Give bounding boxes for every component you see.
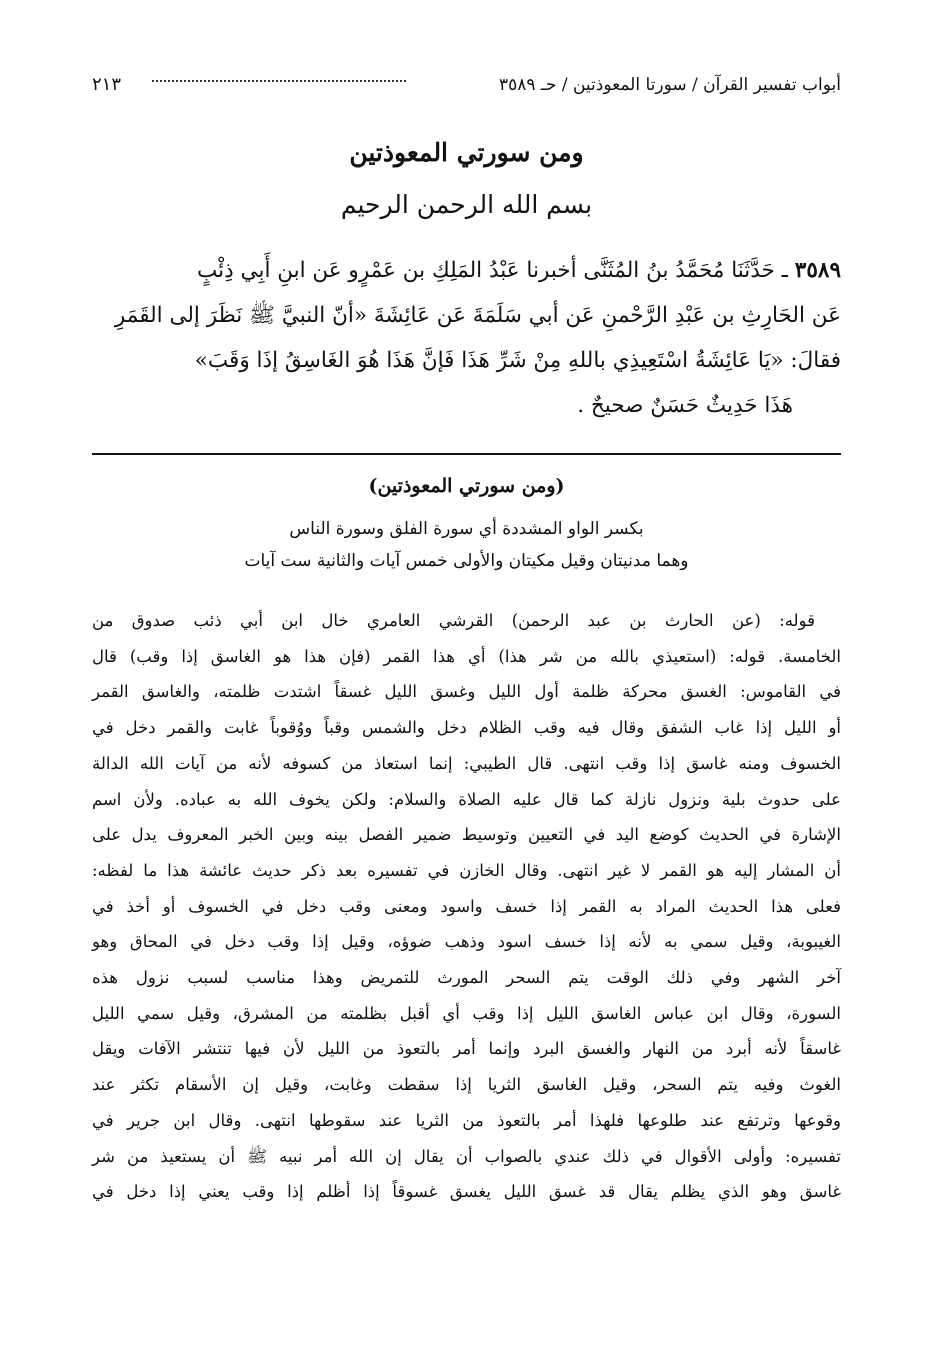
commentary-body	[92, 603, 841, 1210]
commentary-title: (ومن سورتي المعوذتين)	[368, 475, 565, 497]
chapter-title: ومن سورتي المعوذتين	[349, 138, 584, 167]
commentary-line: في القاموس: الغسق محركة ظلمة أول الليل وغسق الليل غسقاً اشتدت ظلمته، والغاسق القمر	[92, 682, 841, 702]
commentary-line: غاسق وهو الذي يظلم يقال قد غسق الليل يغسق غسوقاً إذا أظلم إذا وقب يعني إذا دخل في	[92, 1182, 841, 1202]
hadith-line	[92, 248, 841, 293]
leader-dots	[152, 80, 406, 82]
hadith-line-text: ـ حَدَّثَنَا مُحَمَّدُ بنُ المُثَنَّى أخبرنا عَبْدُ المَلِكِ بن عَمْرٍو عَن ابنِ أَبِي ذِئْبٍ	[197, 258, 788, 283]
page-header	[92, 70, 841, 100]
commentary-line: الخامسة. قوله: (استعيذي بالله من شر هذا) أي هذا القمر (فإن هذا هو الغاسق إذا وقب) قال	[92, 646, 841, 666]
hadith-number: ٣٥٨٩	[794, 258, 841, 283]
page-number: ٢١٣	[92, 74, 122, 95]
hadith-line: فقالَ: «يَا عَائِشَةُ اسْتَعِيذِي باللهِ مِنْ شَرِّ هَذَا فَإنَّ هَذَا هُوَ الغَاسِقُ إذَا وَقَبَ»	[194, 348, 841, 373]
section-divider	[92, 453, 841, 455]
commentary-line: الإشارة في الحديث كوضع اليد في التعيين وتوسيط ضمير الفصل بينه وبين الخبر المعروف يدل على	[92, 825, 841, 845]
commentary-line: الغوث وفيه يتم السحر، وقيل الغاسق الثريا إذا سقطت وغابت، وقيل إن الأسقام تكثر عند	[92, 1075, 841, 1095]
commentary-line: قوله: (عن الحارث بن عبد الرحمن) القرشي العامري خال ابن أبي ذئب صدوق من	[92, 611, 815, 630]
hadith-text	[92, 248, 841, 428]
hadith-line: عَن الحَارِثِ بن عَبْدِ الرَّحْمنِ عَن أبي سَلَمَةَ عَن عَائِشَةَ «أنّ النبيَّ ﷺ نَظَرَ إلى القَمَرِ	[114, 303, 841, 328]
commentary-line: أو الليل إذا غاب الشفق وقال فيه وقب الظلام دخل والشمس وقباً ووُقوباً غابت والقمر دخل في	[92, 718, 841, 738]
commentary-line: آخر الشهر وفي ذلك الوقت يتم السحر المورث للتمريض وهذا مناسب لسبب نزول هذه	[92, 968, 841, 988]
intro-line: بكسر الواو المشددة أي سورة الفلق وسورة الناس	[289, 519, 644, 539]
commentary-line: على حدوث بلية ونزول نازلة كما قال عليه الصلاة والسلام: ولكن يخوف الله به عباده. ولأن اسم	[92, 789, 841, 809]
commentary-line: أن المشار إليه هو القمر لا غير انتهى. وقال الخازن في تفسيره بعد ذكر حديث عائشة هذا ما لفظه:	[92, 860, 841, 880]
commentary-line: السورة، وقال ابن عباس الغاسق الليل إذا وقب أي أقبل بظلمته من المشرق، وقيل سمي الليل	[92, 1003, 841, 1023]
commentary-line: الغيبوبة، وقيل سمي به لأنه إذا خسف اسود وذهب ضوؤه، وقيل إذا وقب دخل في المحاق وهو	[92, 932, 841, 952]
commentary-intro	[92, 513, 841, 577]
intro-line: وهما مدنيتان وقيل مكيتان والأولى خمس آيات والثانية ست آيات	[244, 551, 689, 571]
commentary-line: غاسقاً لأنه أبرد من النهار والغسق البرد وإنما أمر بالتعوذ من الليل لأن فيها تنتشر الآفات ويقل	[92, 1039, 841, 1059]
commentary-line: تفسيره: وأولى الأقوال في ذلك عندي بالصواب أن يقال إن الله أمر نبيه ﷺ أن يستعيذ من شر	[92, 1146, 841, 1166]
commentary-line: الخسوف ومنه غاسق إذا وقب انتهى. قال الطيبي: إنما استعاذ من كسوفه لأنه من آيات الله الدالة	[92, 753, 841, 773]
hadith-grading: هَذَا حَدِيثٌ حَسَنٌ صحيحٌ .	[577, 393, 793, 418]
commentary-line: فعلى هذا الحديث المراد به القمر إذا خسف واسود ومعنى وقب دخل في الخسوف أو أخذ في	[92, 896, 841, 916]
basmala: بسم الله الرحمن الرحيم	[340, 190, 593, 219]
commentary-line: وقوعها وترتفع عند طلوعها فلهذا أمر بالتعوذ من الثريا عند سقوطها انتهى. وقال ابن جرير في	[92, 1110, 841, 1130]
running-title: أبواب تفسير القرآن / سورتا المعوذتين / حـ ٣٥٨٩	[499, 75, 841, 95]
